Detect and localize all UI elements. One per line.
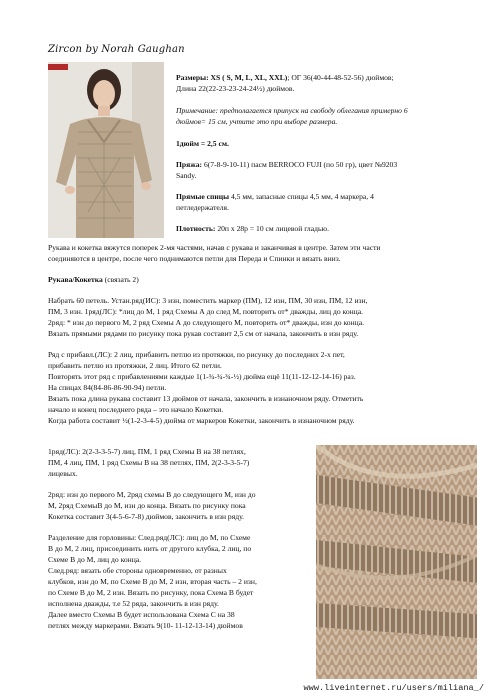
column-line-8: В до М, 2 лиц, присоединить нить от другого клубка, 2 лиц, по (48, 544, 252, 553)
model-photo (48, 62, 164, 238)
instruction-line-7: Повторять этот ряд с прибавлениями каждые 1(1-¾-¾-¾-½) дюйма ещё 11(11-12-12-14-16) раз. (48, 372, 356, 381)
inch-conversion: 1дюйм = 2,5 см. (176, 139, 229, 148)
intro-line-2: соединяются в центре, после чего поднимаются петли для Переда и Спинки и вязать вниз. (48, 254, 341, 263)
column-line-1: 1ряд(ЛС): 2(2-3-3-5-7) лиц, ПМ, 1 ряд Схемы В на 38 петлях, (48, 447, 246, 456)
density-label: Плотность: (176, 224, 216, 233)
column-line-15: петлях между маркерами. Вязать 9(10- 11-12-13-14) дюймов (48, 621, 243, 630)
column-line-4: 2ряд: изн до первого М, 2ряд схемы В до следующего М, изн до (48, 490, 256, 499)
yarn-text: 6(7-8-9-10-11) пасм BERROCO FUJI (по 50 гр), цвет №9203 (202, 160, 398, 169)
note-line-2: дюймов= 15 см, учтите это при выборе размера. (176, 117, 338, 126)
sizes-line (176, 73, 394, 83)
section-note: (связать 2) (102, 275, 139, 284)
density-text: 20п х 28р = 10 см лицевой гладью. (215, 224, 329, 233)
density-line (176, 224, 329, 234)
needles-line-1 (176, 192, 374, 202)
instruction-line-6: прибавить петлю из протяжки, 2 лиц. Итого 62 петли. (48, 361, 222, 370)
instruction-line-2: ПМ, 3 изн. 1ряд(ЛС): *лиц до М, 1 ряд Схемы А до след М, повторить от* дважды, лиц до конца. (48, 307, 364, 316)
model-photo-illustration (48, 62, 164, 238)
column-line-11: клубков, изн до М, по Схеме В до М, 2 изн, вторая часть – 2 изн, (48, 577, 257, 586)
instruction-line-1: Набрать 60 петель. Устан.ряд(ИС): 3 изн, поместить маркер (ПМ), 12 изн, ПМ, 30 изн, ПМ, 12 изн, (48, 296, 368, 305)
knit-closeup-photo (316, 445, 477, 679)
length-line: Длина 22(22-23-23-24-24½) дюймов. (176, 84, 295, 93)
source-watermark: www.liveinternet.ru/users/miliana_/ (303, 683, 484, 693)
section-heading (48, 275, 139, 285)
knit-texture-illustration (316, 445, 477, 679)
column-line-6: Кокетка составит 3(4-5-6-7-8) дюймов, закончить в изн ряду. (48, 512, 245, 521)
instruction-line-11: Когда работа составит ½(1-2-3-4-5) дюйма от маркеров Кокетки, закончить в изнаночном ряду. (48, 416, 355, 425)
column-line-14: Далее вместо Схемы В будет использована Схема С на 38 (48, 610, 235, 619)
sizes-rest: ; ОГ 36(40-44-48-52-56) дюймов; (287, 73, 394, 82)
column-line-3: лицевых. (48, 469, 78, 478)
instruction-line-5: Ряд с прибавл.(ЛС): 2 лиц, прибавить петлю из протяжки, по рисунку до последних 2-х пет, (48, 350, 345, 359)
yarn-line-1 (176, 160, 397, 170)
intro-line-1: Рукава и кокетка вяжутся поперек 2-мя частями, начав с рукава и заканчивая в центре. Затем эти части (48, 243, 381, 252)
instruction-line-10: начало и конец последнего ряда – это начало Кокетки. (48, 405, 224, 414)
instruction-line-4: Вязать прямыми рядами по рисунку пока рукав составит 2,5 см от начала, закончить в изн ряду. (48, 329, 359, 338)
column-line-2: ПМ, 4 лиц, ПМ, 1 ряд Схемы В на 38 петлях, ПМ, 2(2-3-3-5-7) (48, 458, 250, 467)
yarn-label: Пряжа: (176, 160, 203, 169)
pattern-title: Zircon by Norah Gaughan (48, 44, 185, 55)
needles-line-2: петледержателя. (176, 203, 229, 212)
column-line-10: След.ряд: вязать обе стороны одновременно, от разных (48, 566, 227, 575)
instruction-line-9: Вязать пока длина рукава составит 13 дюймов от начала, закончить в изнаночном ряду. Отметить (48, 394, 364, 403)
column-line-5: М, 2ряд СхемыВ до М, изн до конца. Вязать по рисунку пока (48, 501, 246, 510)
column-line-9: Схеме В до М, лиц до конца. (48, 555, 142, 564)
column-line-13: исполнена дважды, т.е 52 ряда, закончить в изн ряду. (48, 599, 219, 608)
instruction-line-3: 2ряд: * изн до первого М, 2 ряд Схемы А до следующего М, повторить от* дважды, изн до конца. (48, 318, 364, 327)
needles-text: 4,5 мм, запасные спицы 4,5 мм, 4 маркера, 4 (229, 192, 374, 201)
section-title: Рукава/Кокетка (48, 275, 103, 284)
sizes-label: Размеры: (176, 73, 209, 82)
column-line-7: Разделение для горловины: След.ряд(ЛС): лиц до М, по Схеме (48, 533, 251, 542)
yarn-line-2: Sandy. (176, 171, 197, 180)
needles-label: Прямые спицы (176, 192, 230, 201)
column-line-12: по Схеме В до М, 2 изн. Вязать по рисунку, пока Схема В будет (48, 588, 254, 597)
sizes-value: XS ( S, M, L, XL, XXL) (210, 73, 288, 82)
note-line-1: Примечание: предполагается припуск на свободу облегания примерно 6 (176, 106, 408, 115)
instruction-line-8: На спицах 84(84-86-86-90-94) петли. (48, 383, 167, 392)
